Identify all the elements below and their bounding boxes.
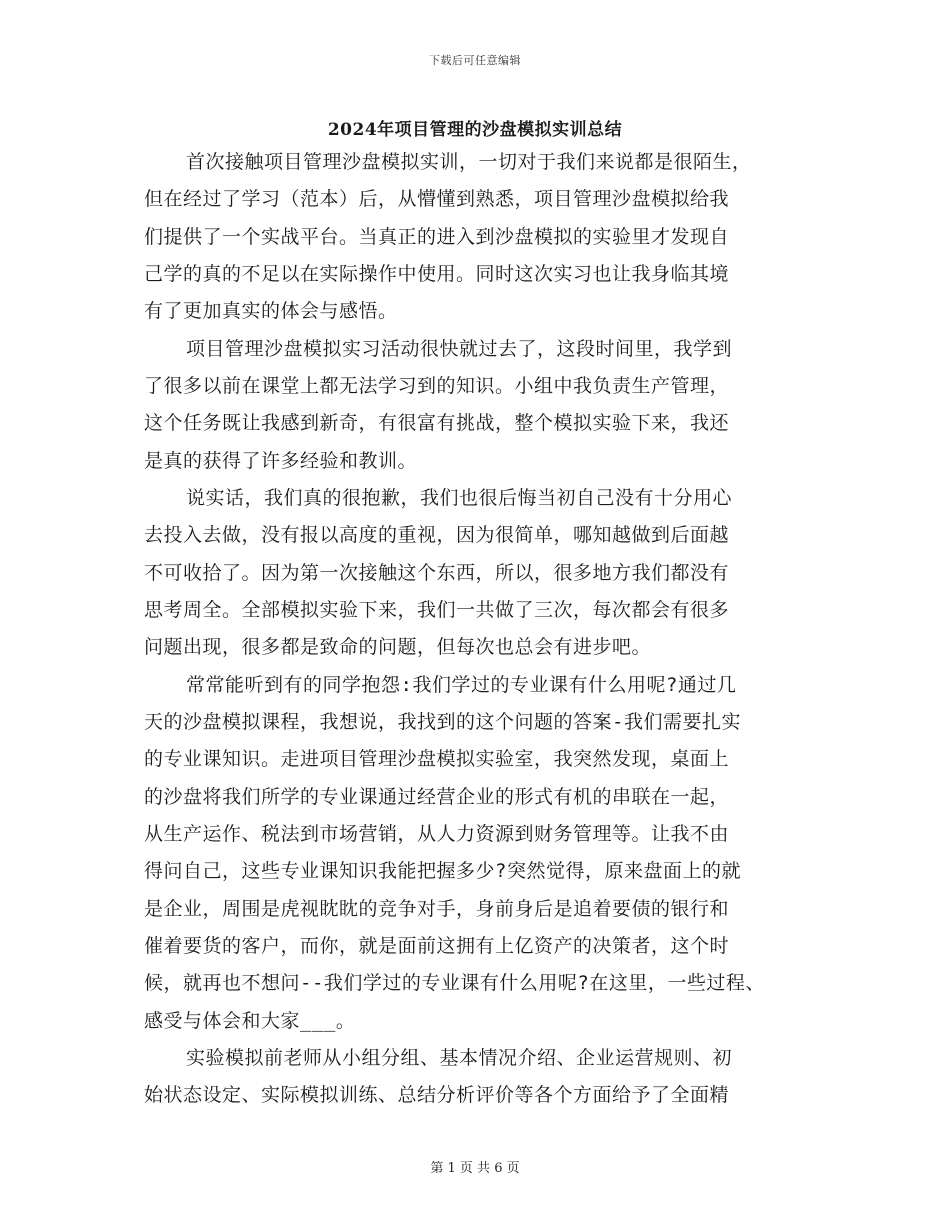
body-line: 天的沙盘模拟课程，我想说，我找到的这个问题的答案-我们需要扎实 bbox=[144, 711, 741, 733]
body-line: 实验模拟前老师从小组分组、基本情况介绍、企业运营规则、初 bbox=[186, 1047, 733, 1069]
body-line: 去投入去做，没有报以高度的重视，因为很简单，哪知越做到后面越 bbox=[144, 524, 730, 546]
body-line: 了很多以前在课堂上都无法学习到的知识。小组中我负责生产管理， bbox=[144, 375, 730, 397]
body-line: 思考周全。全部模拟实验下来，我们一共做了三次，每次都会有很多 bbox=[144, 599, 730, 621]
body-line: 但在经过了学习（范本）后，从懵懂到熟悉，项目管理沙盘模拟给我 bbox=[144, 188, 730, 210]
body-line: 得问自己，这些专业课知识我能把握多少?突然觉得，原来盘面上的就 bbox=[144, 860, 741, 882]
page-footer: 第 1 页 共 6 页 bbox=[430, 1161, 520, 1176]
body-line: 催着要货的客户，而你，就是面前这拥有上亿资产的决策者，这个时 bbox=[144, 935, 730, 957]
body-line: 不可收拾了。因为第一次接触这个东西，所以，很多地方我们都没有 bbox=[144, 562, 730, 584]
body-line: 是真的获得了许多经验和教训。 bbox=[144, 450, 418, 472]
body-line: 候，就再也不想问--我们学过的专业课有什么用呢?在这里，一些过程、 bbox=[144, 972, 765, 994]
body-line: 说实话，我们真的很抱歉，我们也很后悔当初自己没有十分用心 bbox=[186, 487, 733, 509]
body-line: 从生产运作、税法到市场营销，从人力资源到财务管理等。让我不由 bbox=[144, 823, 730, 845]
body-line: 常常能听到有的同学抱怨:我们学过的专业课有什么用呢?通过几 bbox=[186, 674, 737, 696]
body-line: 首次接触项目管理沙盘模拟实训，一切对于我们来说都是很陌生， bbox=[186, 151, 752, 173]
body-line: 这个任务既让我感到新奇，有很富有挑战，整个模拟实验下来，我还 bbox=[144, 412, 730, 434]
body-line: 的专业课知识。走进项目管理沙盘模拟实验室，我突然发现，桌面上 bbox=[144, 748, 730, 770]
body-line: 感受与体会和大家___。 bbox=[144, 1010, 356, 1032]
body-line: 的沙盘将我们所学的专业课通过经营企业的形式有机的串联在一起， bbox=[144, 786, 730, 808]
body-line: 是企业，周围是虎视眈眈的竞争对手，身前身后是追着要债的银行和 bbox=[144, 898, 730, 920]
body-line: 项目管理沙盘模拟实习活动很快就过去了，这段时间里，我学到 bbox=[186, 338, 733, 360]
body-line: 己学的真的不足以在实际操作中使用。同时这次实习也让我身临其境 bbox=[144, 263, 730, 285]
body-line: 问题出现，很多都是致命的问题，但每次也总会有进步吧。 bbox=[144, 636, 652, 658]
body-line: 有了更加真实的体会与感悟。 bbox=[144, 300, 398, 322]
body-line: 始状态设定、实际模拟训练、总结分析评价等各个方面给予了全面精 bbox=[144, 1084, 730, 1106]
document-title: 2024年项目管理的沙盘模拟实训总结 bbox=[327, 120, 623, 140]
page-header: 下载后可任意编辑 bbox=[429, 54, 521, 67]
body-line: 们提供了一个实战平台。当真正的进入到沙盘模拟的实验里才发现自 bbox=[144, 226, 730, 248]
